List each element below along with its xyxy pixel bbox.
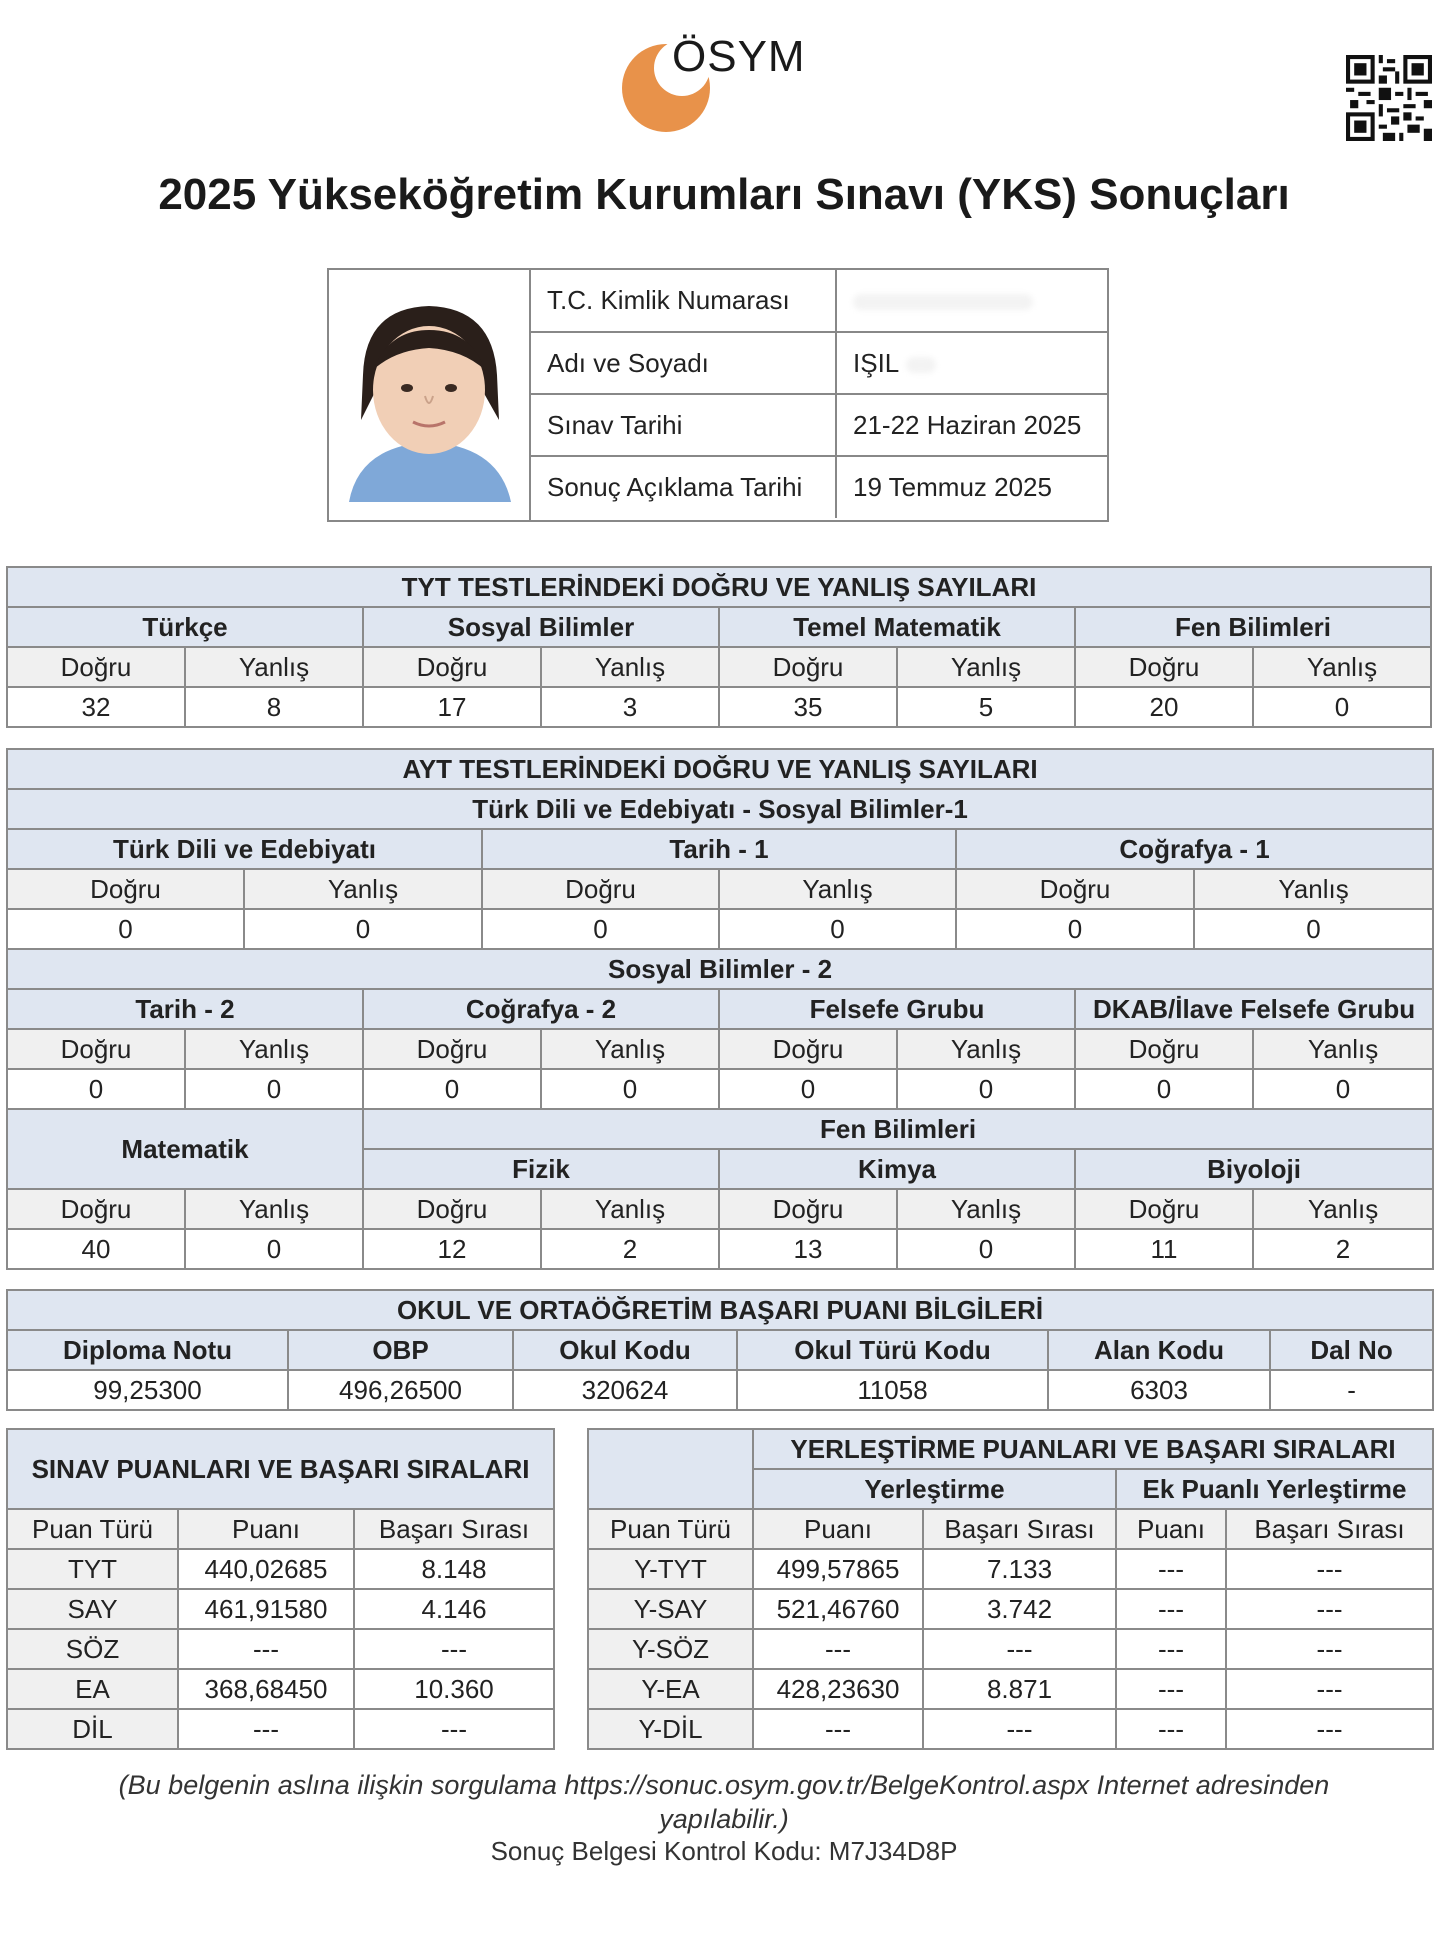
- id-value: [836, 270, 1107, 332]
- ayt-subject-name: Tarih - 1: [482, 829, 956, 869]
- dogru-header: Doğru: [363, 647, 541, 687]
- tyt-title: TYT TESTLERİNDEKİ DOĞRU VE YANLIŞ SAYILARI: [7, 567, 1431, 607]
- score-type: DİL: [7, 1709, 178, 1749]
- extra-rank-value: ---: [1226, 1709, 1433, 1749]
- yanlis-header: Yanlış: [897, 1029, 1075, 1069]
- yanlis-header: Yanlış: [1253, 1189, 1433, 1229]
- name-value: IŞIL: [853, 347, 899, 378]
- tyt-subject-name: Sosyal Bilimler: [363, 607, 719, 647]
- yanlis-header: Yanlış: [1253, 647, 1431, 687]
- rank-value: 3.742: [923, 1589, 1116, 1629]
- ayt-subject-name: Coğrafya - 1: [956, 829, 1433, 869]
- yer-title: YERLEŞTİRME PUANLARI VE BAŞARI SIRALARI: [753, 1429, 1433, 1469]
- tyt-subject-name: Türkçe: [7, 607, 363, 647]
- dogru-header: Doğru: [363, 1029, 541, 1069]
- yanlis-header: Yanlış: [185, 1029, 363, 1069]
- score-value: ---: [178, 1709, 354, 1749]
- score-type: Y-TYT: [588, 1549, 753, 1589]
- dogru-value: 0: [482, 909, 719, 949]
- page-title: 2025 Yükseköğretim Kurumları Sınavı (YKS) Sonuçları: [158, 170, 1290, 219]
- yanlis-header: Yanlış: [897, 1189, 1075, 1229]
- rank-value: 7.133: [923, 1549, 1116, 1589]
- extra-rank-value: ---: [1226, 1669, 1433, 1709]
- score-type: Y-EA: [588, 1669, 753, 1709]
- candidate-photo: [329, 270, 531, 520]
- dogru-header: Doğru: [956, 869, 1194, 909]
- score-type: SÖZ: [7, 1629, 178, 1669]
- info-row-name: [530, 332, 1107, 394]
- score-type: Y-SÖZ: [588, 1629, 753, 1669]
- dogru-value: 20: [1075, 687, 1253, 727]
- ayt-fen-title: Fen Bilimleri: [363, 1109, 1433, 1149]
- yanlis-value: 0: [719, 909, 956, 949]
- yanlis-value: 0: [541, 1069, 719, 1109]
- yanlis-header: Yanlış: [541, 1189, 719, 1229]
- score-value: 440,02685: [178, 1549, 354, 1589]
- extra-rank-value: ---: [1226, 1589, 1433, 1629]
- sinav-title: SINAV PUANLARI VE BAŞARI SIRALARI: [7, 1429, 554, 1509]
- extra-score-value: ---: [1116, 1549, 1226, 1589]
- dogru-header: Doğru: [719, 1189, 897, 1229]
- redaction-blur: [906, 357, 936, 373]
- obp-col-header: Alan Kodu: [1048, 1330, 1270, 1370]
- yanlis-value: 0: [897, 1229, 1075, 1269]
- ayt-group2-title: Sosyal Bilimler - 2: [7, 949, 1433, 989]
- ayt-subject-name: Coğrafya - 2: [363, 989, 719, 1029]
- table-row: [7, 1629, 1433, 1669]
- ayt-group1-title: Türk Dili ve Edebiyatı - Sosyal Bilimler-1: [7, 789, 1433, 829]
- result-date-value: 19 Temmuz 2025: [836, 456, 1107, 518]
- score-type: TYT: [7, 1549, 178, 1589]
- score-value: ---: [178, 1629, 354, 1669]
- yanlis-value: 0: [1253, 1069, 1433, 1109]
- yanlis-header: Yanlış: [719, 869, 956, 909]
- yanlis-header: Yanlış: [541, 647, 719, 687]
- ayt-subject-name: DKAB/İlave Felsefe Grubu: [1075, 989, 1433, 1029]
- yanlis-value: 0: [897, 1069, 1075, 1109]
- extra-score-value: ---: [1116, 1709, 1226, 1749]
- ayt-table: [6, 748, 1434, 1270]
- ayt-subject-name: Felsefe Grubu: [719, 989, 1075, 1029]
- dogru-value: 0: [363, 1069, 541, 1109]
- verification-note-line2: yapılabilir.): [659, 1804, 789, 1834]
- ayt-subject-name: Fizik: [363, 1149, 719, 1189]
- dogru-header: Doğru: [719, 1029, 897, 1069]
- field-code-value: 6303: [1048, 1370, 1270, 1410]
- school-code-value: 320624: [513, 1370, 737, 1410]
- score-value: 461,91580: [178, 1589, 354, 1629]
- obp-value: 496,26500: [288, 1370, 513, 1410]
- sinav-col-header: Puanı: [178, 1509, 354, 1549]
- dogru-header: Doğru: [7, 1029, 185, 1069]
- table-row: [7, 1669, 1433, 1709]
- obp-col-header: OBP: [288, 1330, 513, 1370]
- rank-value: ---: [354, 1709, 554, 1749]
- score-type: EA: [7, 1669, 178, 1709]
- score-value: 368,68450: [178, 1669, 354, 1709]
- verification-note: [0, 1768, 1448, 1836]
- tyt-table: [6, 566, 1432, 728]
- osym-logo: [620, 30, 820, 140]
- candidate-info-box: [327, 268, 1109, 522]
- rank-value: ---: [923, 1709, 1116, 1749]
- rank-value: 8.871: [923, 1669, 1116, 1709]
- dogru-value: 0: [7, 1069, 185, 1109]
- name-value-cell: [836, 332, 1107, 394]
- diploma-value: 99,25300: [7, 1370, 288, 1410]
- yanlis-value: 0: [244, 909, 482, 949]
- yanlis-header: Yanlış: [897, 647, 1075, 687]
- yer-col-header: Puanı: [753, 1509, 923, 1549]
- score-value: ---: [753, 1629, 923, 1669]
- yanlis-value: 0: [1253, 687, 1431, 727]
- ayt-subject-name: Tarih - 2: [7, 989, 363, 1029]
- dogru-header: Doğru: [719, 647, 897, 687]
- rank-value: 8.148: [354, 1549, 554, 1589]
- table-row: [7, 1549, 1433, 1589]
- candidate-photo-icon: [329, 270, 529, 520]
- table-row: [7, 1589, 1433, 1629]
- dogru-value: 35: [719, 687, 897, 727]
- yer-title-spacer: [588, 1429, 753, 1509]
- extra-score-value: ---: [1116, 1589, 1226, 1629]
- dogru-value: 0: [1075, 1069, 1253, 1109]
- yanlis-header: Yanlış: [185, 1189, 363, 1229]
- dogru-value: 0: [719, 1069, 897, 1109]
- yanlis-value: 5: [897, 687, 1075, 727]
- dogru-header: Doğru: [7, 1189, 185, 1229]
- info-row-id: [530, 270, 1107, 332]
- branch-value: -: [1270, 1370, 1433, 1410]
- table-spacer: [554, 1429, 588, 1749]
- score-value: 499,57865: [753, 1549, 923, 1589]
- ayt-subject-name: Kimya: [719, 1149, 1075, 1189]
- tyt-subject-name: Fen Bilimleri: [1075, 607, 1431, 647]
- sinav-col-header: Puan Türü: [7, 1509, 178, 1549]
- yanlis-value: 3: [541, 687, 719, 727]
- school-type-value: 11058: [737, 1370, 1048, 1410]
- exam-date-label: Sınav Tarihi: [530, 394, 836, 456]
- scores-table: [6, 1428, 1434, 1750]
- score-type: SAY: [7, 1589, 178, 1629]
- candidate-info-table: [529, 270, 1107, 518]
- dogru-header: Doğru: [482, 869, 719, 909]
- yanlis-header: Yanlış: [1253, 1029, 1433, 1069]
- yanlis-header: Yanlış: [541, 1029, 719, 1069]
- dogru-header: Doğru: [1075, 1189, 1253, 1229]
- dogru-header: Doğru: [7, 869, 244, 909]
- yanlis-header: Yanlış: [185, 647, 363, 687]
- info-row-exam-date: [530, 394, 1107, 456]
- yer-sub1: Yerleştirme: [753, 1469, 1116, 1509]
- obp-col-header: Okul Türü Kodu: [737, 1330, 1048, 1370]
- result-date-label: Sonuç Açıklama Tarihi: [530, 456, 836, 518]
- extra-rank-value: ---: [1226, 1549, 1433, 1589]
- score-type: Y-SAY: [588, 1589, 753, 1629]
- score-value: ---: [753, 1709, 923, 1749]
- id-label: T.C. Kimlik Numarası: [530, 270, 836, 332]
- qr-code: [1346, 55, 1432, 141]
- rank-value: ---: [923, 1629, 1116, 1669]
- yanlis-value: 2: [541, 1229, 719, 1269]
- yanlis-value: 0: [185, 1229, 363, 1269]
- dogru-header: Doğru: [1075, 1029, 1253, 1069]
- rank-value: 4.146: [354, 1589, 554, 1629]
- qr-code-icon: [1346, 55, 1432, 141]
- dogru-header: Doğru: [1075, 647, 1253, 687]
- obp-col-header: Okul Kodu: [513, 1330, 737, 1370]
- extra-score-value: ---: [1116, 1669, 1226, 1709]
- yanlis-value: 8: [185, 687, 363, 727]
- obp-col-header: Dal No: [1270, 1330, 1433, 1370]
- rank-value: 10.360: [354, 1669, 554, 1709]
- obp-table: [6, 1289, 1434, 1411]
- redaction-blur: [853, 294, 1033, 310]
- info-row-result-date: [530, 456, 1107, 518]
- extra-score-value: ---: [1116, 1629, 1226, 1669]
- rank-value: ---: [354, 1629, 554, 1669]
- tyt-subject-name: Temel Matematik: [719, 607, 1075, 647]
- yanlis-value: 0: [1194, 909, 1433, 949]
- yanlis-value: 0: [185, 1069, 363, 1109]
- ayt-math-name: Matematik: [7, 1109, 363, 1189]
- sinav-col-header: Başarı Sırası: [354, 1509, 554, 1549]
- yer-col-header: Başarı Sırası: [1226, 1509, 1433, 1549]
- table-row: [7, 1709, 1433, 1749]
- score-value: 521,46760: [753, 1589, 923, 1629]
- extra-rank-value: ---: [1226, 1629, 1433, 1669]
- yer-sub2: Ek Puanlı Yerleştirme: [1116, 1469, 1433, 1509]
- dogru-value: 13: [719, 1229, 897, 1269]
- score-type: Y-DİL: [588, 1709, 753, 1749]
- yer-col-header: Puan Türü: [588, 1509, 753, 1549]
- score-value: 428,23630: [753, 1669, 923, 1709]
- dogru-value: 0: [7, 909, 244, 949]
- ayt-subject-name: Biyoloji: [1075, 1149, 1433, 1189]
- dogru-value: 11: [1075, 1229, 1253, 1269]
- control-code: Sonuç Belgesi Kontrol Kodu: M7J34D8P: [490, 1836, 958, 1866]
- exam-date-value: 21-22 Haziran 2025: [836, 394, 1107, 456]
- obp-col-header: Diploma Notu: [7, 1330, 288, 1370]
- yanlis-header: Yanlış: [244, 869, 482, 909]
- dogru-value: 0: [956, 909, 1194, 949]
- yanlis-value: 2: [1253, 1229, 1433, 1269]
- dogru-header: Doğru: [363, 1189, 541, 1229]
- dogru-value: 40: [7, 1229, 185, 1269]
- dogru-value: 12: [363, 1229, 541, 1269]
- dogru-header: Doğru: [7, 647, 185, 687]
- verification-note-line1: (Bu belgenin aslına ilişkin sorgulama https://sonuc.osym.gov.tr/BelgeKontrol.aspx Internet adresinden: [118, 1770, 1330, 1800]
- dogru-value: 32: [7, 687, 185, 727]
- yer-col-header: Puanı: [1116, 1509, 1226, 1549]
- yer-col-header: Başarı Sırası: [923, 1509, 1116, 1549]
- ayt-title: AYT TESTLERİNDEKİ DOĞRU VE YANLIŞ SAYILARI: [7, 749, 1433, 789]
- name-label: Adı ve Soyadı: [530, 332, 836, 394]
- ayt-subject-name: Türk Dili ve Edebiyatı: [7, 829, 482, 869]
- yanlis-header: Yanlış: [1194, 869, 1433, 909]
- dogru-value: 17: [363, 687, 541, 727]
- obp-title: OKUL VE ORTAÖĞRETİM BAŞARI PUANI BİLGİLERİ: [7, 1290, 1433, 1330]
- logo-text: ÖSYM: [672, 32, 806, 81]
